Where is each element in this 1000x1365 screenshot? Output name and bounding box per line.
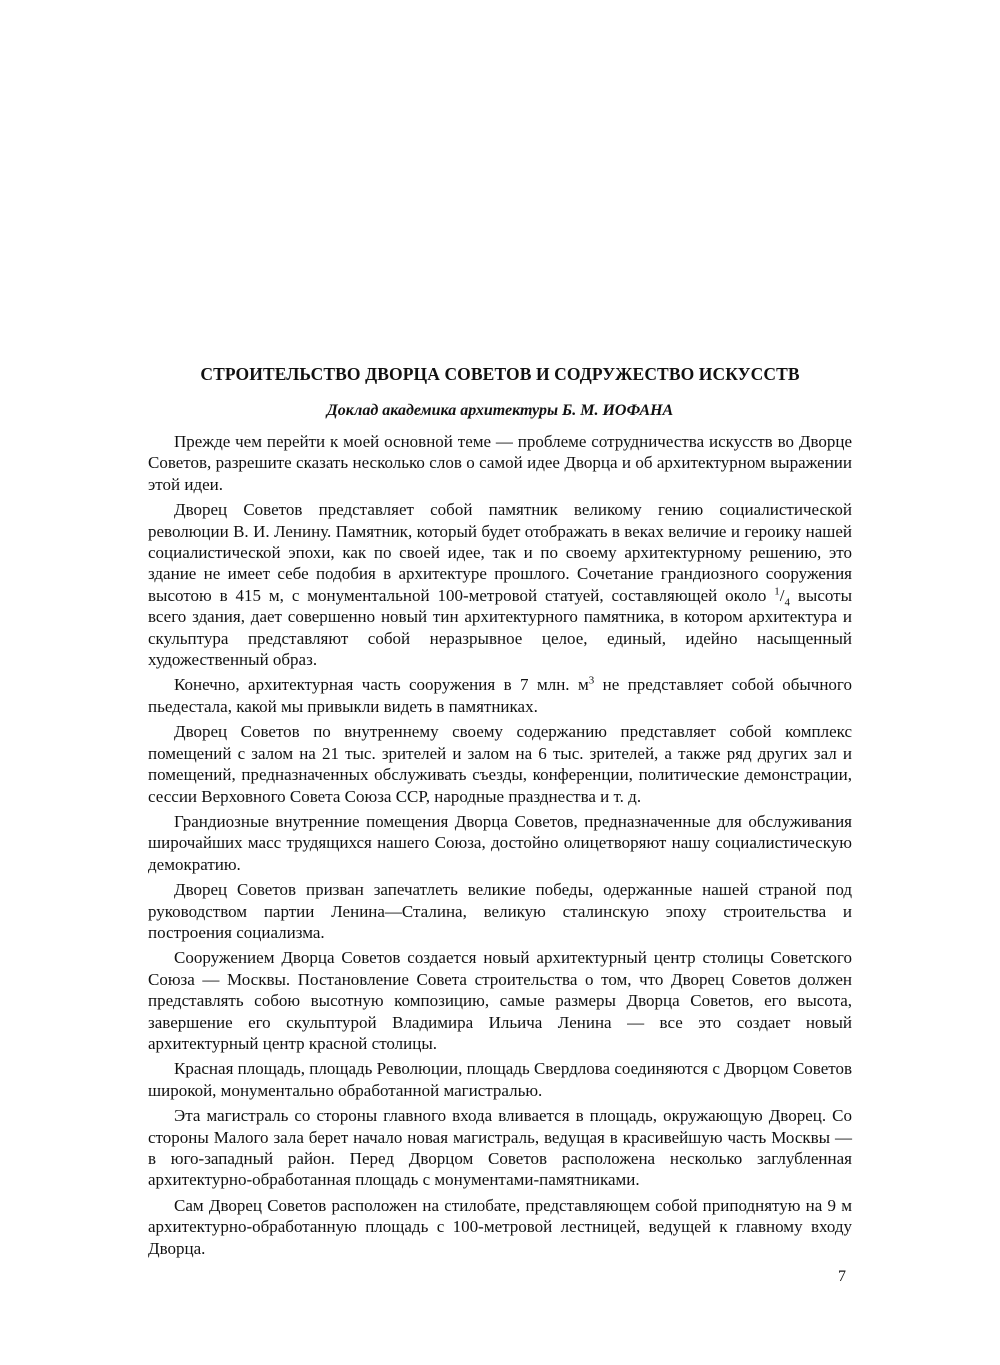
paragraph-4: Дворец Советов по внутреннему своему содержанию представляет собой комплекс помещений с залом на 21 тыс. зрителей и залом на 6 тыс. зрителей, а также ряд других зал и помещений, предназначенных обслуживать съезды, конференции, политические демонстрации, сессии Верховного Совета Союза ССР, народные празднества и т. д.: [148, 722, 852, 806]
document-body: [148, 431, 852, 1263]
document-title: СТРОИТЕЛЬСТВО ДВОРЦА СОВЕТОВ И СОДРУЖЕСТВО ИСКУССТВ: [200, 364, 800, 384]
fraction-denominator: 4: [784, 596, 790, 609]
page-number: 7: [838, 1268, 846, 1285]
paragraph-1: Прежде чем перейти к моей основной теме — проблеме сотрудничества искусств во Дворце Советов, разрешите сказать несколько слов о самой идее Дворца и об архитектурном выражении этой идеи.: [148, 432, 852, 494]
paragraph-2-text: Дворец Советов представляет собой памятник великому гению социалистической революции В. И. Ленину. Памятник, который будет отображать в веках величие и героику нашей социалистической эпохи, как по своей идее, так и по своему архитектурному решению, это здание не имеет себе подобия в архитектуре прошлого. Сочетание грандиозного сооружения высотою в 415 м, с монументальной 100-метровой статуей, составляющей около: [148, 500, 852, 605]
paragraph-5: Грандиозные внутренние помещения Дворца Советов, предназначенные для обслуживания широчайших масс трудящихся нашего Союза, достойно олицетворяют нашу социалистическую демократию.: [148, 811, 852, 874]
paragraph-3-text: Конечно, архитектурная часть сооружения в 7 млн. м: [174, 675, 589, 695]
paragraph-10: Сам Дворец Советов расположен на стилобате, представляющем собой приподнятую на 9 м архитектурно-обработанную площадь с 100-метровой лестницей, ведущей к главному входу Дворца.: [148, 1195, 852, 1258]
paragraph-8: Красная площадь, площадь Революции, площадь Свердлова соединяются с Дворцом Советов широкой, монументально обработанной магистралью.: [148, 1059, 852, 1100]
paragraph-2-tail: высоты всего здания, дает совершенно новый тин архитектурного памятника, в котором архитектура и скульптура представляют собой неразрывное целое, единый, идейно насыщенный художественный образ.: [148, 585, 852, 670]
paragraph-7: Сооружением Дворца Советов создается новый архитектурный центр столицы Советского Союза — Москвы. Постановление Совета строительства о том, что Дворец Советов должен представлять собою высотную композицию, самые размеры Дворца Советов, его высота, завершение его скульптурой Владимира Ильича Ленина — все это создает новый архитектурный центр красной столицы.: [148, 948, 852, 1053]
paragraph-9: Эта магистраль со стороны главного входа вливается в площадь, окружающую Дворец. Со стороны Малого зала берет начало новая магистраль, ведущая в красивейшую часть Москвы — в юго-западный район. Перед Дворцом Советов расположена несколько заглубленная архитектурно-обработанная площадь с монументами-памятниками.: [148, 1106, 852, 1190]
superscript-cubic: 3: [588, 674, 595, 687]
paragraph-6: Дворец Советов призван запечатлеть великие победы, одержанные нашей страной под руководством партии Ленина—Сталина, великую сталинскую эпоху строительства и построения социализма.: [148, 880, 852, 942]
paragraph-2: Дворец Советов представляет собой памятник великому гению социалистической революции В. И. Ленину. Памятник, который будет отображать в веках величие и героику нашей социалистической эпохи, как по своей идее, так и по своему архитектурному решению, это здание не имеет себе подобия в архитектуре прошлого. Сочетание грандиозного сооружения высотою в 415 м, с монументальной 100-метровой статуей, составляющей около $^1/_4$ высоты всего здания, дает совершенно новый тин архитектурного памятника, в котором архитектура и скульптура представляют собой неразрывное целое, единый, идейно насыщенный художественный образ.: [148, 500, 852, 670]
document-subtitle: Доклад академика архитектуры Б. М. ИОФАНА: [326, 402, 674, 419]
fraction-numerator: 1: [774, 585, 780, 598]
paragraph-3-tail: не представляет собой обычного пьедестала, какой мы привыкли видеть в памятниках.: [148, 675, 852, 716]
paragraph-3: [148, 674, 852, 717]
